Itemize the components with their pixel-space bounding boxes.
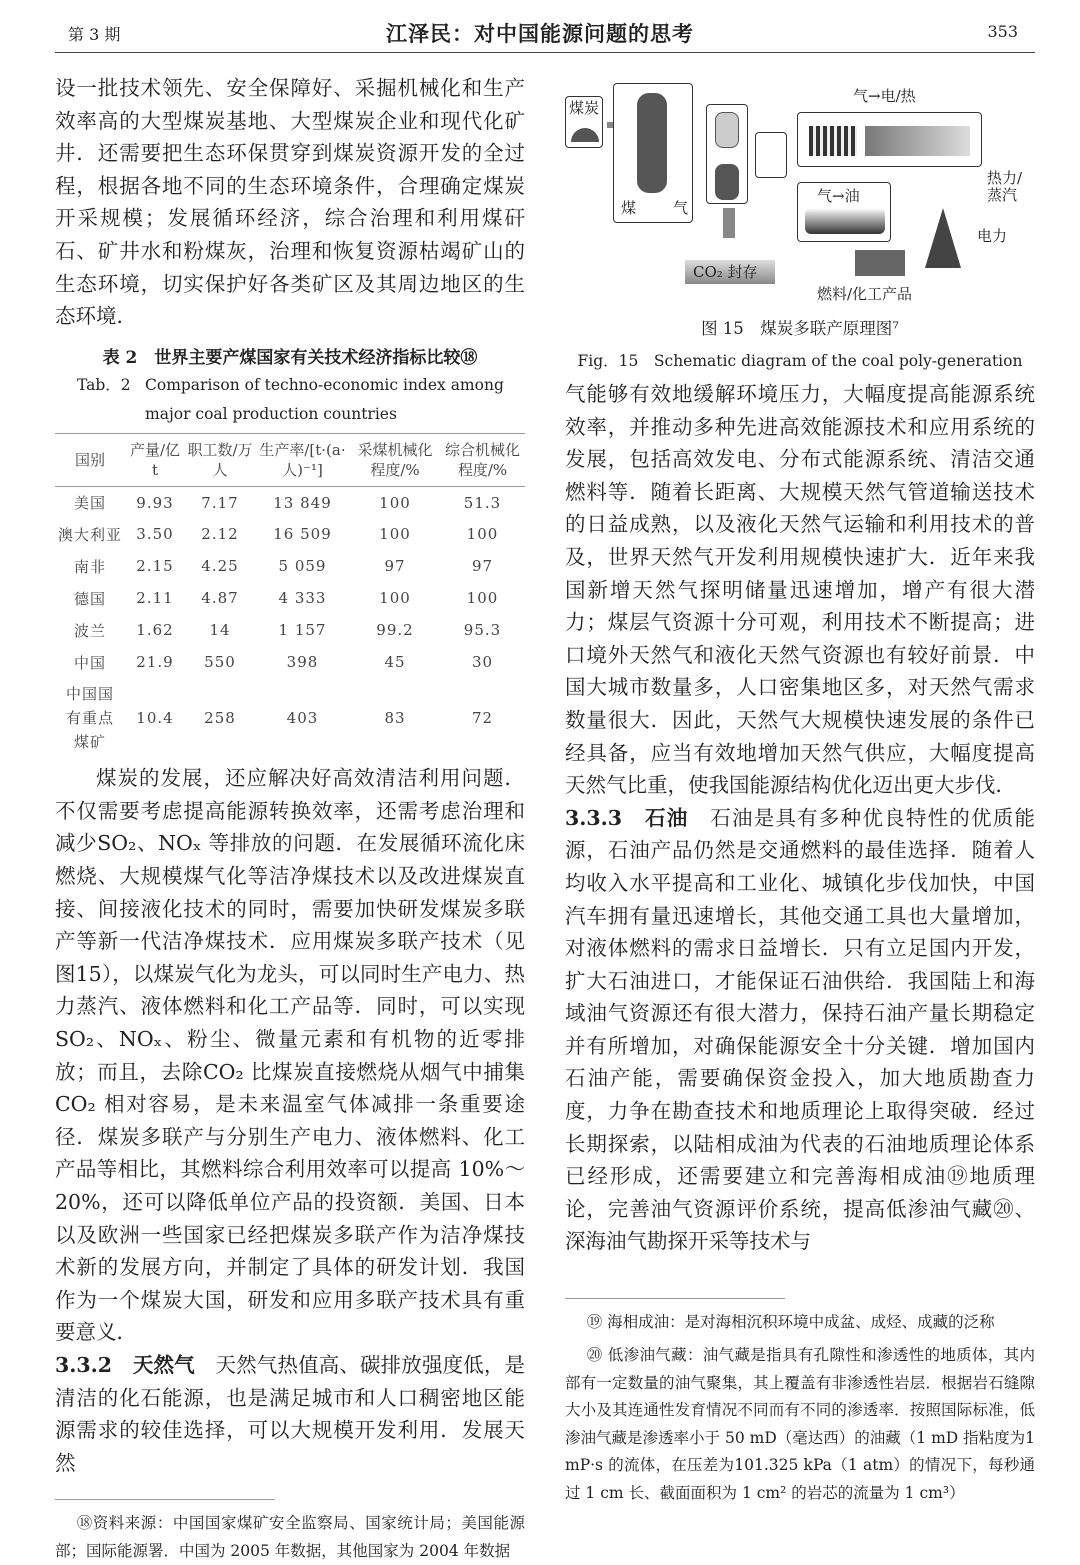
table-cell: 美国	[73, 494, 106, 512]
table-cell: 72	[471, 709, 494, 728]
table-cell: 100	[379, 493, 411, 512]
table-cell: 258	[204, 709, 236, 728]
label-power: 电力	[977, 227, 1008, 245]
column-header: 职工数/万人	[185, 433, 255, 486]
table-cell: 83	[384, 709, 406, 728]
label-gas-to-power: 气→电/热	[853, 87, 916, 105]
header-rule	[55, 52, 1035, 53]
section-title: 石油	[645, 805, 689, 830]
running-title: 江泽民：对中国能源问题的思考	[386, 21, 694, 46]
table-caption: 表 2 世界主要产煤国家有关技术经济指标比较⑱	[102, 347, 478, 368]
table-cell: 2.12	[201, 525, 239, 544]
table-cell: 97	[471, 557, 494, 576]
column-header: 综合机械化程度/%	[440, 433, 525, 486]
table-cell: 398	[286, 653, 319, 672]
power-tower-icon	[925, 208, 961, 268]
table-row	[55, 486, 525, 518]
factory-icon	[855, 250, 905, 276]
table-row	[55, 550, 525, 582]
body-text: 煤炭的发展，还应解决好高效清洁利用问题．不仅需要考虑提高能源转换效率，还需考虑治理和减少SO₂、NOₓ 等排放的问题．在发展循环流化床燃烧、大规模煤气化等洁净煤技术以及改进煤炭直接、间接液化技术的同时，需要加快研发煤炭多联产等新一代洁净煤技术．应用煤炭多联产技术（见图15），以煤炭气化为龙头，可以同时生产电力、热力蒸汽、液体燃料和化工产品等．同时，可以实现SO₂、NOₓ、粉尘、微量元素和有机物的近零排放；而且，去除CO₂ 比煤炭直接燃烧从烟气中捕集CO₂ 相对容易，是未来温室气体减排一条重要途径．煤炭多联产与分别生产电力、液体燃料、化工产品等相比，其燃料综合利用效率可以提高 10%～20%，还可以降低单位产品的投资额．美国、日本以及欧洲一些国家已经把煤炭多联产作为洁净煤技术新的发展方向，并制定了具体的研发计划．我国作为一个煤炭大国，研发和应用多联产技术具有重要意义．	[55, 766, 525, 1345]
table-cell: 100	[379, 525, 411, 544]
table-cell: 13 849	[273, 493, 332, 512]
section-title: 天然气	[132, 1352, 195, 1377]
table-cell: 澳大利亚	[57, 525, 122, 544]
table-row	[55, 518, 525, 550]
body-text: 气能够有效地缓解环境压力，大幅度提高能源系统效率，并推动多种先进高效能源技术和应用系统的发展，包括高效发电、分布式能源系统、清洁交通燃料等．随着长距离、大规模天然气管道输送技术的日益成熟，以及液化天然气运输和利用技术的普及，世界天然气开发利用规模快速扩大．近年来我国新增天然气探明储量迅速增加，增产有很大潜力；煤层气资源十分可观，利用技术不断提高；进口境外天然气和液化天然气资源也有较好前景．中国大城市数量多，人口密集地区多，对天然气需求数量很大．因此，天然气大规模快速发展的条件已经具备，应当有效地增加天然气供应，大幅度提高天然气比重，使我国能源结构优化迈出更大步伐．	[565, 382, 1035, 798]
table-body	[55, 486, 525, 758]
label-co2-storage: CO₂ 封存	[693, 263, 758, 281]
body-text: 石油是具有多种优良特性的优质能源，石油产品仍然是交通燃料的最佳选择．随着人均收入水平提高和工业化、城镇化步伐加快，中国汽车拥有量迅速增长，其他交通工具也大量增加，对液体燃料的需求日益增长．只有立足国内开发，扩大石油进口，才能保证石油供给．我国陆上和海域油气资源还有很大潜力，保持石油产量长期稳定并有所增加，对确保能源安全十分关键．增加国内石油产能，需要确保资金投入，加大地质勘查力度，力争在勘查技术和地质理论上取得突破．经过长期探索，以陆相成油为代表的石油地质理论体系已经形成，还需要建立和完善海相成油⑲地质理论，完善油气资源评价系统，提高低渗油气藏⑳、深海油气勘探开采等技术与	[565, 805, 1036, 1254]
label-gas-to-oil: 气→油	[817, 187, 860, 205]
table-cell: 南非	[73, 557, 106, 576]
table-cell: 97	[384, 557, 406, 576]
label-heat-steam: 热力/蒸汽	[987, 169, 1023, 204]
table-row	[55, 614, 525, 646]
section-3-3-2	[55, 1349, 525, 1479]
table-cell: 2.15	[136, 557, 174, 576]
column-header: 国别	[55, 433, 125, 486]
left-paragraph-1	[55, 72, 525, 333]
coal-polygeneration-diagram	[565, 78, 1035, 310]
footnote-20: ⑳ 低渗油气藏：油气藏是指具有孔隙性和渗透性的地质体，其内部有一定数量的油气聚集，其上覆盖有非渗透性岩层．根据岩石缝隙大小及其连通性发育情况不同而有不同的渗透率．按照国际标准，低渗油气藏是渗透率小于 50 mD（毫达西）的油藏（1 mD 指粘度为1 mP·s 的流体，在压差为101.325 kPa（1 atm）的情况下，每秒通过 1 cm 长、截面面积为 1 cm² 的岩芯的流量为 1 cm³）	[565, 1346, 1035, 1502]
arrow-down-icon	[723, 208, 735, 238]
tank-icon	[805, 208, 885, 234]
table-cell: 3.50	[136, 525, 174, 544]
table-cell: 4.25	[201, 557, 239, 576]
section-3-3-3	[565, 802, 1035, 1258]
column-header: 产量/亿t	[125, 433, 185, 486]
table-cell: 4 333	[278, 589, 327, 608]
table-cell: 99.2	[376, 621, 414, 640]
table-cell: 100	[379, 589, 411, 608]
body-text: 天然气热值高、碳排放强度低，是清洁的化石能源，也是满足城市和人口稠密地区能源需求的较佳选择，可以大规模开发利用．发展天然	[55, 1352, 526, 1475]
page-number: 353	[987, 22, 1018, 41]
column-spacer	[55, 1479, 525, 1499]
label-coal-gas-right: 气	[673, 199, 689, 217]
issue-number: 第 3 期	[68, 25, 121, 44]
table-cell: 550	[204, 653, 236, 672]
table-cell: 中国	[73, 653, 106, 672]
table-cell: 波兰	[73, 621, 106, 640]
label-coal-gas-left: 煤	[621, 199, 637, 217]
column-header: 采煤机械化程度/%	[350, 433, 440, 486]
body-text: 设一批技术领先、安全保障好、采掘机械化和生产效率高的大型煤炭基地、大型煤炭企业和现代化矿井．还需要把生态环保贯穿到煤炭资源开发的全过程，根据各地不同的生态环境条件，合理确定煤炭开采规模；发展循环经济，综合治理和利用煤矸石、矿井水和粉煤灰，治理和恢复资源枯竭矿山的生态环境，切实保护好各类矿区及其周边地区的生态环境．	[55, 76, 525, 329]
label-fuel-chemicals: 燃料/化工产品	[817, 285, 913, 303]
left-paragraph-2	[55, 762, 525, 1479]
table-cell: 45	[384, 653, 406, 672]
comparison-table	[55, 433, 525, 759]
table-cell: 403	[286, 709, 319, 728]
table-cell: 16 509	[273, 525, 332, 544]
table-title-en: Comparison of techno-economic index among major coal production countries	[145, 375, 504, 423]
footnote-rule	[55, 1499, 275, 1500]
table-row	[55, 678, 525, 758]
table-cell: 30	[471, 653, 494, 672]
table-cell: 5 059	[278, 557, 327, 576]
figure-caption-en: Fig．15 Schematic diagram of the coal poly-generation	[577, 352, 1023, 370]
table-cell: 德国	[73, 589, 106, 608]
table-label-en: Tab．2	[77, 375, 131, 394]
right-column	[565, 72, 1035, 1507]
column-spacer	[565, 1258, 1035, 1297]
footnote-18	[55, 1510, 525, 1565]
label-coal: 煤炭	[569, 99, 600, 117]
section-number: 3.3.2	[55, 1352, 113, 1377]
gasifier-icon	[637, 93, 667, 193]
table-cell: 95.3	[463, 621, 502, 640]
table-cell: 51.3	[463, 493, 502, 512]
turbine-icon	[809, 126, 857, 156]
table-header-row	[55, 433, 525, 486]
table-cell: 9.93	[136, 493, 174, 512]
table-cell: 100	[466, 589, 499, 608]
figure-caption: 图 15 煤炭多联产原理图⁷	[701, 319, 899, 338]
section-number: 3.3.3	[565, 805, 623, 830]
vessel-icon	[715, 164, 739, 200]
table-cell: 100	[466, 525, 499, 544]
plant-image	[865, 126, 970, 156]
table-cell: 2.11	[136, 589, 174, 608]
table-caption-en	[55, 371, 525, 429]
table-row	[55, 582, 525, 614]
table-cell: 4.87	[201, 589, 239, 608]
vessel-icon	[715, 112, 739, 148]
table-cell: 14	[209, 621, 231, 640]
table-cell: 1 157	[278, 621, 327, 640]
table-cell: 21.9	[136, 653, 174, 672]
footnotes-right	[565, 1309, 1035, 1508]
footnote-rule	[565, 1298, 785, 1299]
table-row	[55, 646, 525, 678]
table-cell: 中国国有重点煤矿	[65, 685, 114, 752]
footnote-text: ⑱资料来源：中国国家煤矿安全监察局、国家统计局；美国能源部；国际能源署．中国为 2005 年数据，其他国家为 2004 年数据	[55, 1514, 525, 1560]
footnote-19: ⑲ 海相成油：是对海相沉积环境中成盆、成烃、成藏的泛称	[586, 1312, 995, 1331]
left-column	[55, 72, 525, 1565]
separator-box	[755, 132, 787, 178]
right-paragraph-1	[565, 378, 1035, 1258]
column-header: 生产率/[t·(a·人)⁻¹]	[255, 433, 350, 486]
table-cell: 10.4	[136, 709, 174, 728]
table-cell: 1.62	[136, 621, 174, 640]
table-cell: 7.17	[201, 493, 239, 512]
